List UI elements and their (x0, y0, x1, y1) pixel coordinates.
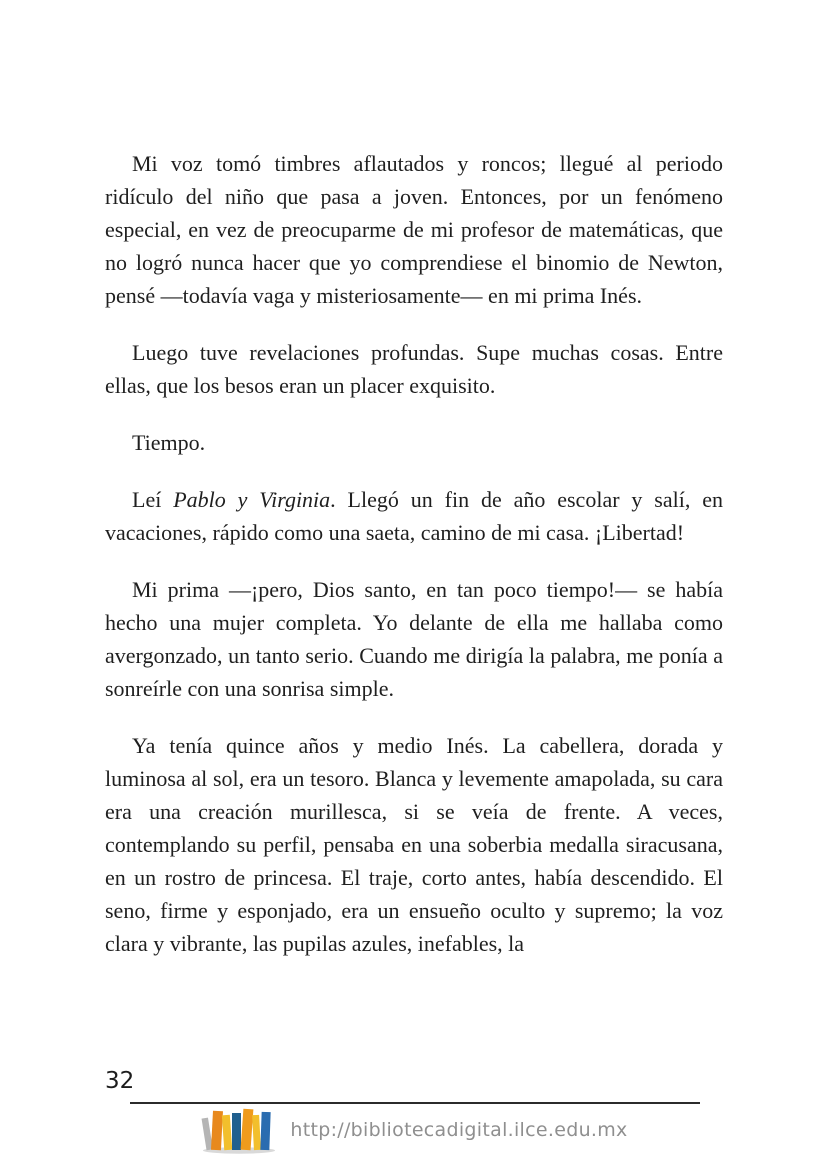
footer-url-link[interactable]: http://bibliotecadigital.ilce.edu.mx (290, 1119, 628, 1141)
page-text (105, 147, 723, 984)
paragraph-6-text: Ya tenía quince años y medio Inés. La cabellera, dorada y luminosa al sol, era un tesoro. Blanca y levemente amapolada, su cara era una creación murillesca, si se veía de frente. A veces, contemplando su perfil, pensaba en una soberbia medalla siracusana, en un rostro de princesa. El traje, corto antes, había descendido. El seno, firme y esponjado, era un ensueño oculto y supremo; la voz clara y vibrante, las pupilas azules, inefables, la (105, 733, 723, 956)
paragraph-4 (105, 483, 723, 549)
paragraph-4-rest: . Llegó un fin de año escolar y salí, en vacaciones, rápido como una saeta, camino de mi casa. ¡Libertad! (105, 487, 723, 545)
logo-book-yellow-1 (222, 1115, 232, 1150)
footer-brand (0, 1106, 828, 1154)
logo-book-orange-2 (241, 1109, 254, 1151)
paragraph-5-text: Mi prima —¡pero, Dios santo, en tan poco tiempo!— se había hecho una mujer completa. Yo delante de ella me hallaba como avergonzado, un tanto serio. Cuando me dirigía la palabra, me ponía a sonreírle con una sonrisa simple. (105, 577, 723, 701)
logo-book-blue (261, 1112, 271, 1150)
book-title-italic: Pablo y Virginia (173, 487, 331, 512)
paragraph-5 (105, 573, 723, 705)
logo-book-yellow-2 (252, 1115, 261, 1150)
paragraph-1-text: Mi voz tomó timbres aflautados y roncos; llegué al periodo ridículo del niño que pasa a joven. Entonces, por un fenómeno especial, en vez de preocuparme de mi profesor de matemáticas, que no logró nunca hacer que yo comprendiese el binomio de Newton, pensé —todavía vaga y misteriosamente— en mi prima Inés. (105, 151, 723, 308)
paragraph-2-text: Luego tuve revelaciones profundas. Supe muchas cosas. Entre ellas, que los besos eran un placer exquisito. (105, 340, 723, 398)
logo-book-orange-1 (211, 1111, 223, 1150)
paragraph-6 (105, 729, 723, 960)
paragraph-1 (105, 147, 723, 312)
ilce-books-logo-icon (200, 1106, 278, 1154)
page-number: 32 (105, 1068, 135, 1094)
paragraph-4-lead: Leí (132, 487, 174, 512)
footer-rule (130, 1102, 700, 1104)
paragraph-3-text: Tiempo. (132, 430, 206, 455)
logo-book-darkblue (232, 1113, 241, 1150)
paragraph-3 (105, 426, 723, 459)
paragraph-2 (105, 336, 723, 402)
